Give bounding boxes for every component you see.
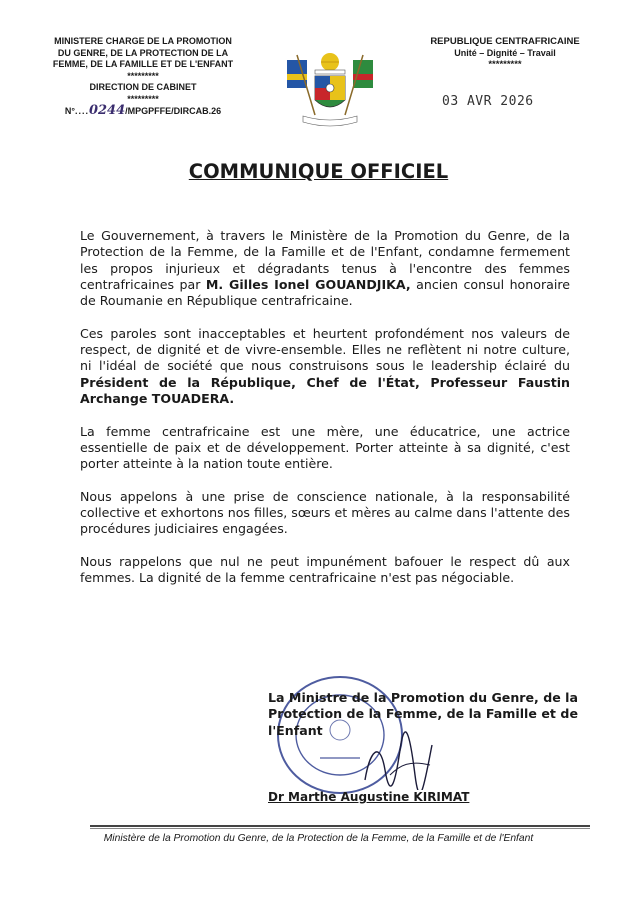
republic-header bbox=[400, 36, 610, 71]
communique-body bbox=[80, 228, 570, 603]
p2-text-a: Ces paroles sont inacceptables et heurtent profondément nos valeurs de respect, de dignité et de vivre-ensemble. Elles ne reflètent ni notre culture, ni l'idéal de société que nous construisons sous le leadership éclairé du bbox=[80, 325, 570, 374]
paragraph-1 bbox=[80, 228, 570, 309]
handwritten-signature bbox=[360, 730, 440, 790]
ministry-line-1: MINISTERE CHARGE DE LA PROMOTION bbox=[54, 36, 232, 46]
header-stars: ********* bbox=[127, 70, 159, 81]
header-stars-right: ********* bbox=[488, 59, 522, 70]
ministry-line-2: DU GENRE, DE LA PROTECTION DE LA bbox=[57, 47, 229, 58]
paragraph-3: La femme centrafricaine est une mère, une éducatrice, une actrice essentielle de paix et de développement. Porter atteinte à sa dignité, c'est porter atteinte à la nation toute entière. bbox=[80, 423, 570, 472]
p1-text-a: Le Gouvernement, à travers le Ministère de la Promotion du Genre, de la Protection de la Femme, de la Famille et de l'Enfant, condamne fermement les propos injurieux et dégradants tenus à l'encontre des femmes centrafricaines par bbox=[80, 228, 570, 292]
ref-suffix: /MPGPFFE/DIRCAB.26 bbox=[125, 106, 222, 116]
footer-text: Ministère de la Promotion du Genre, de la Protection de la Femme, de la Famille et de l'Enfant bbox=[103, 833, 534, 844]
date-stamp: 03 AVR 2026 bbox=[442, 94, 534, 109]
ministry-line-3: FEMME, DE LA FAMILLE ET DE L'ENFANT bbox=[52, 59, 234, 69]
footer-rule bbox=[90, 825, 590, 827]
p1-text-b: ancien consul honoraire de Roumanie en République centrafricaine. bbox=[80, 276, 570, 309]
republic-name: REPUBLIQUE CENTRAFRICAINE bbox=[430, 36, 580, 47]
national-coat-of-arms bbox=[285, 50, 375, 132]
national-motto: Unité – Dignité – Travail bbox=[454, 47, 556, 58]
paragraph-2 bbox=[80, 326, 570, 407]
p2-bold-president: Président de la République, Chef de l'État, Professeur Faustin Archange TOUADERA. bbox=[80, 374, 570, 406]
paragraph-4: Nous appelons à une prise de conscience nationale, à la responsabilité collective et exhortons nos filles, sœurs et mères au calme dans l'attente des procédures judiciaires engagées. bbox=[80, 488, 570, 537]
signer-name: Dr Marthe Augustine KIRIMAT bbox=[268, 790, 470, 804]
paragraph-5: Nous rappelons que nul ne peut impunément bafouer le respect dû aux femmes. La dignité de la femme centrafricaine n'est pas négociable. bbox=[80, 553, 570, 586]
cabinet-direction: DIRECTION DE CABINET bbox=[89, 82, 197, 92]
minister-title: La Ministre de la Promotion du Genre, de la Protection de la Femme, de la Famille et de l'Enfant bbox=[268, 690, 578, 738]
ref-handwritten-number: 0244 bbox=[88, 103, 126, 118]
document-title: COMMUNIQUE OFFICIEL bbox=[188, 160, 449, 183]
ref-prefix: N° bbox=[64, 106, 75, 116]
header-stars-2: ********* bbox=[127, 93, 159, 104]
footer-rule-thin bbox=[90, 828, 590, 829]
reference-number: N°....0244/MPGPFFE/DIRCAB.26 bbox=[64, 103, 222, 118]
ministry-header bbox=[28, 36, 258, 118]
p1-bold-name: M. Gilles Ionel GOUANDJIKA, bbox=[205, 276, 411, 292]
